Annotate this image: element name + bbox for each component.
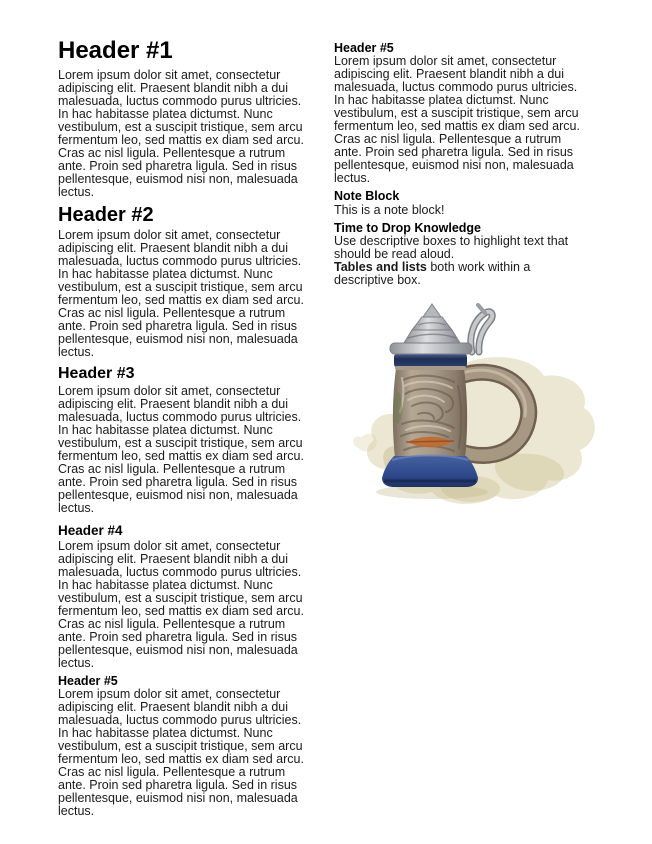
note-block-text: This is a note block! xyxy=(334,202,445,217)
knowledge-block-text: Use descriptive boxes to highlight text that should be read aloud. xyxy=(334,234,569,262)
section-header-1 xyxy=(58,37,310,199)
heading-4: Header #4 xyxy=(58,522,123,538)
paragraph: Lorem ipsum dolor sit amet, consectetur adipiscing elit. Praesent blandit nibh a dui malesuada, luctus commodo purus ultricies. In hac habitasse platea dictumst. Nunc vestibulum, est a suscipit tristique, sem arcu fermentum leo, sed mattis ex diam sed arcu. Cras ac nisl ligula. Pellentesque a rutrum ante. Proin sed pharetra ligula. Sed in risus pellentesque, euismod nisi non, malesuada lectus. xyxy=(334,54,580,186)
right-column xyxy=(334,37,590,512)
heading-2: Header #2 xyxy=(58,203,154,226)
heading-5: Header #5 xyxy=(334,41,394,55)
knowledge-block-title: Time to Drop Knowledge xyxy=(334,220,481,235)
stein-shadow xyxy=(376,485,488,499)
paragraph: Lorem ipsum dolor sit amet, consectetur adipiscing elit. Praesent blandit nibh a dui malesuada, luctus commodo purus ultricies. In hac habitasse platea dictumst. Nunc vestibulum, est a suscipit tristique, sem arcu fermentum leo, sed mattis ex diam sed arcu. Cras ac nisl ligula. Pellentesque a rutrum ante. Proin sed pharetra ligula. Sed in risus pellentesque, euismod nisi non, malesuada lectus. xyxy=(58,67,304,199)
note-block xyxy=(334,189,590,216)
stein-thumb-lever xyxy=(471,305,493,352)
section-header-2 xyxy=(58,204,310,359)
paragraph: Lorem ipsum dolor sit amet, consectetur adipiscing elit. Praesent blandit nibh a dui malesuada, luctus commodo purus ultricies. In hac habitasse platea dictumst. Nunc vestibulum, est a suscipit tristique, sem arcu fermentum leo, sed mattis ex diam sed arcu. Cras ac nisl ligula. Pellentesque a rutrum ante. Proin sed pharetra ligula. Sed in risus pellentesque, euismod nisi non, malesuada lectus. xyxy=(58,383,304,515)
stein-lid xyxy=(390,304,472,354)
note-block-title: Note Block xyxy=(334,189,400,204)
stein-foot xyxy=(382,456,478,488)
paragraph: Lorem ipsum dolor sit amet, consectetur adipiscing elit. Praesent blandit nibh a dui malesuada, luctus commodo purus ultricies. In hac habitasse platea dictumst. Nunc vestibulum, est a suscipit tristique, sem arcu fermentum leo, sed mattis ex diam sed arcu. Cras ac nisl ligula. Pellentesque a rutrum ante. Proin sed pharetra ligula. Sed in risus pellentesque, euismod nisi non, malesuada lectus. xyxy=(58,686,304,818)
stein-body xyxy=(393,368,467,458)
beer-stein-watercolor-svg xyxy=(348,300,606,512)
section-header-5-left xyxy=(58,674,310,818)
paragraph: Lorem ipsum dolor sit amet, consectetur adipiscing elit. Praesent blandit nibh a dui malesuada, luctus commodo purus ultricies. In hac habitasse platea dictumst. Nunc vestibulum, est a suscipit tristique, sem arcu fermentum leo, sed mattis ex diam sed arcu. Cras ac nisl ligula. Pellentesque a rutrum ante. Proin sed pharetra ligula. Sed in risus pellentesque, euismod nisi non, malesuada lectus. xyxy=(58,227,304,359)
heading-5: Header #5 xyxy=(58,673,118,688)
left-column xyxy=(58,37,310,818)
heading-3: Header #3 xyxy=(58,364,135,382)
paragraph: Lorem ipsum dolor sit amet, consectetur adipiscing elit. Praesent blandit nibh a dui malesuada, luctus commodo purus ultricies. In hac habitasse platea dictumst. Nunc vestibulum, est a suscipit tristique, sem arcu fermentum leo, sed mattis ex diam sed arcu. Cras ac nisl ligula. Pellentesque a rutrum ante. Proin sed pharetra ligula. Sed in risus pellentesque, euismod nisi non, malesuada lectus. xyxy=(58,538,304,670)
section-header-5-right xyxy=(334,41,590,185)
beer-stein-illustration xyxy=(348,300,606,512)
stein-collar-band xyxy=(394,353,467,370)
heading-1: Header #1 xyxy=(58,37,173,64)
knowledge-block xyxy=(334,221,590,287)
tables-lists-bold-lead: Tables and lists xyxy=(334,260,427,275)
tables-lists-line xyxy=(334,261,590,287)
section-header-3 xyxy=(58,365,310,515)
section-header-4 xyxy=(58,523,310,670)
tables-lists-rest: both work within a descriptive box. xyxy=(334,260,531,288)
